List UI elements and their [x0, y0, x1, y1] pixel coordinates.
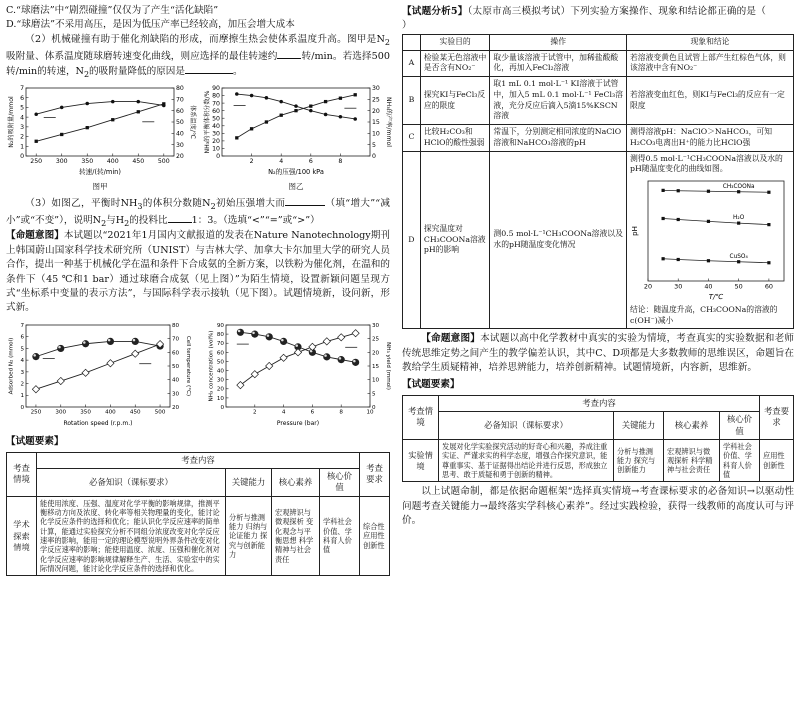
question-3: （3）如图乙，平衡时$NH_3$的体积分数随$N_2$初始压强增大而 （填“增大”“减小”或“不变”），说明$N_2$与$H_2$的投料比 1：3。（选填“<”“=”或“>”）: [6, 197, 390, 228]
row-key: B: [403, 77, 421, 125]
y-tick-label: 2: [20, 133, 24, 141]
requirements-table-left: [6, 452, 390, 577]
intent-label: 【命题意图】: [6, 230, 64, 242]
y-tick-label: 90: [216, 322, 224, 329]
data-point: [707, 220, 710, 223]
x-tick-label: 40: [704, 282, 713, 291]
data-point: [767, 261, 770, 264]
header-requirement: 考查要求: [760, 395, 794, 439]
data-point-highlight: [252, 331, 255, 334]
intent-paragraph-right: [402, 332, 794, 375]
x-tick-label: 2: [253, 409, 257, 416]
x-tick-label: 2: [249, 158, 254, 166]
y-tick-label: 0: [20, 153, 24, 161]
x-tick-label: 350: [80, 409, 91, 416]
data-point-highlight: [83, 341, 86, 344]
data-point: [737, 222, 740, 225]
plot-frame: [226, 325, 370, 407]
y2-tick-label: 20: [176, 153, 184, 161]
header-situation: 考查情境: [403, 395, 439, 439]
x-tick-label: 60: [764, 282, 773, 291]
data-point-series-2: [235, 136, 238, 139]
y2-axis-label: NH₃ yield (mmol): [385, 341, 391, 390]
row-result-bottom: 结论：随温度升高，CH₃COONa的溶液的c(OH⁻)减小: [630, 304, 778, 325]
q3-text-c: 初始压强增大而: [215, 197, 286, 209]
q3-text-b: 的体积分数随N: [142, 197, 211, 209]
option-c: C.“球磨法”中“剧烈碰撞”仅仅为了产生“活化缺陷”: [6, 5, 219, 16]
plot-frame: [26, 325, 170, 407]
data-point-highlight: [339, 357, 342, 360]
chart-d-svg: [206, 319, 390, 427]
row-operation: 取1 mL 0.1 mol·L⁻¹ KI溶液于试管中，加入5 mL 0.1 mol·L⁻¹ FeCl₃溶液，充分反应后滴入5滴15%KSCN溶液: [490, 77, 627, 125]
figure-english-a: [6, 319, 190, 432]
figure-caption-yi: 图乙: [288, 182, 304, 192]
y2-tick-label: 30: [372, 322, 380, 329]
y-tick-label: 20: [212, 138, 220, 146]
data-point-highlight: [353, 360, 356, 363]
figure-english-b: [206, 319, 390, 432]
chart-c-svg: [6, 319, 190, 427]
right-column: [402, 4, 794, 528]
y2-tick-label: 80: [176, 85, 184, 93]
y-tick-label: 1: [20, 143, 24, 151]
x-tick-label: 250: [30, 409, 42, 416]
row-result: 若溶液变血红色，则KI与FeCl₃的反应有一定限度: [627, 77, 794, 125]
data-point-series-2: [352, 329, 359, 336]
header-value: 核心价值: [320, 468, 360, 496]
y2-tick-label: 5: [372, 391, 376, 398]
x-tick-label: 6: [310, 409, 315, 416]
data-point-series-2: [60, 133, 63, 136]
x-tick-label: 10: [366, 409, 374, 416]
data-point: [737, 190, 740, 193]
x-axis-label: N₂的压强/100 kPa: [268, 167, 324, 176]
plot-frame: [648, 181, 784, 281]
y2-tick-label: 60: [172, 350, 180, 357]
data-point-series-2: [237, 381, 244, 388]
x-tick-label: 250: [30, 158, 43, 166]
q2-text-c: 转/min。若选择500转/min的转速，N: [6, 50, 390, 78]
data-point-series-1: [324, 113, 328, 117]
data-point-series-2: [280, 114, 283, 117]
table-row: [403, 151, 794, 329]
cell-ability: 分析与推测能力 探究与创新能力: [614, 439, 664, 481]
x-tick-label: 50: [734, 282, 743, 291]
header-ability: 关键能力: [614, 412, 664, 440]
data-point-series-2: [338, 333, 345, 340]
data-point-series-1: [309, 109, 313, 113]
data-point-highlight: [238, 330, 241, 333]
y-axis-label: pH: [631, 226, 639, 236]
left-column: [6, 4, 390, 576]
y2-tick-label: 20: [372, 107, 380, 115]
y-tick-label: 20: [216, 386, 224, 393]
row-key: A: [403, 50, 421, 77]
y-tick-label: 60: [212, 107, 220, 115]
chart-e-svg: [630, 175, 790, 301]
data-point-series-1: [34, 112, 38, 116]
y-tick-label: 6: [20, 94, 24, 102]
x-axis-label: 转速/(转/min): [79, 167, 121, 176]
answer-blank[interactable]: [285, 196, 325, 206]
cell-requirement: 应用性 创新性: [760, 439, 794, 481]
header-content: 考查内容: [439, 395, 760, 411]
answer-blank[interactable]: [766, 4, 794, 14]
x-tick-label: 450: [132, 158, 145, 166]
header-ability: 关键能力: [226, 468, 272, 496]
y2-tick-label: 10: [372, 377, 380, 384]
data-point: [767, 191, 770, 194]
data-point-series-1: [265, 96, 269, 100]
y-tick-label: 60: [216, 350, 224, 357]
data-point-series-1: [339, 115, 343, 119]
data-point-series-1: [279, 100, 283, 104]
analysis-label: 【试题分析5】: [402, 6, 468, 17]
y-tick-label: 80: [216, 331, 224, 338]
figure-yi: [202, 84, 390, 193]
y2-tick-label: 5: [372, 141, 376, 149]
y-tick-label: 2: [20, 381, 24, 388]
row-result: 测得溶液pH：NaClO＞NaHCO₃，可知H₂CO₃电离出H⁺的能力比HClO强: [627, 125, 794, 152]
y2-tick-label: 50: [176, 119, 184, 127]
analysis-text: （太原市高三模拟考试）下列实验方案操作、现象和结论都正确的是（: [467, 6, 766, 17]
data-point: [677, 218, 680, 221]
data-point-series-2: [309, 104, 312, 107]
data-point-highlight: [281, 339, 284, 342]
x-tick-label: 6: [308, 158, 313, 166]
data-point-series-2: [86, 126, 89, 129]
data-point-series-2: [250, 127, 253, 130]
y-tick-label: 50: [216, 359, 224, 366]
y-tick-label: 0: [20, 404, 24, 411]
data-point-series-2: [354, 93, 357, 96]
data-point-series-2: [107, 359, 114, 366]
y-axis-label: N₂的吸附量/mmol: [8, 96, 16, 148]
data-point-series-1: [353, 117, 357, 121]
y-tick-label: 5: [20, 346, 24, 353]
intent-text-right: 本试题以高中化学教材中真实的实验为情境，考查真实的实验数据和老师传统思维定势之间产生的教学偏差认识，其中C、D项都是大多数教师的思维误区，命题旨在教给学生质疑精神，培养思辨能力，培养创新精神。试题情境新，内容新，思维新。: [402, 333, 795, 374]
cell-value: 学科社会价值、学科育人价值: [720, 439, 760, 481]
y-axis-label: NH₃的平衡体积分数/%: [204, 90, 212, 154]
analysis-header: [402, 4, 794, 34]
header-requirement: 考查要求: [360, 452, 390, 496]
row-operation: 取少量该溶液于试管中，加稀盐酸酸化，再加入FeCl₂溶液: [490, 50, 627, 77]
intent-label-right: 【命题意图】: [421, 333, 481, 345]
y2-tick-label: 10: [372, 130, 380, 138]
y2-tick-label: 40: [176, 130, 184, 138]
data-point-series-1: [107, 338, 114, 345]
y2-tick-label: 20: [372, 350, 380, 357]
option-d: D.“球磨法”不采用高压，是因为低压产率已经较高，加压会增大成本: [6, 19, 295, 31]
data-point-series-1: [352, 359, 359, 366]
y-tick-label: 6: [20, 334, 24, 341]
figure-row-english: [6, 319, 390, 432]
data-point-series-1: [294, 104, 298, 108]
header-key: [403, 34, 421, 50]
data-point-series-1: [266, 333, 273, 340]
data-point-series-1: [85, 102, 89, 106]
y-axis-label: Adsorbed N₂ (mmol): [8, 337, 15, 395]
question-2: （2）机械碰撞有助于催化剂缺陷的形成，而摩擦生热会使体系温度升高。图甲是$N_2$吸附量、体系温度随球磨转速变化曲线，则应选择的最佳转速约 转/min。若选择500转/min的转速，$N_2$的吸附量降低的原因是 。: [6, 33, 390, 79]
y-tick-label: 4: [20, 357, 24, 364]
x-tick-label: 350: [81, 158, 94, 166]
data-point-series-2: [111, 118, 114, 121]
y-tick-label: 40: [216, 368, 224, 375]
y-tick-label: 50: [212, 115, 220, 123]
data-point-series-2: [162, 102, 165, 105]
cell-literacy: 宏观辨识与微观探析 科学精神与社会责任: [664, 439, 720, 481]
data-point-series-1: [235, 92, 239, 96]
header-value: 核心价值: [720, 412, 760, 440]
y2-tick-label: 20: [172, 404, 180, 411]
y2-tick-label: 30: [176, 141, 184, 149]
y2-axis-label: Cell temperature (°C): [185, 335, 191, 396]
y-tick-label: 0: [220, 404, 224, 411]
cell-situation: 学术探索情境: [7, 496, 37, 576]
data-point-series-2: [280, 354, 287, 361]
y-tick-label: 3: [20, 369, 24, 376]
y-tick-label: 70: [212, 100, 220, 108]
row-operation: 常温下，分别测定相同浓度的NaClO溶液和NaHCO₃溶液的pH: [490, 125, 627, 152]
x-tick-label: 450: [129, 409, 141, 416]
header-knowledge: 必备知识（课标要求）: [37, 468, 226, 496]
y2-tick-label: 40: [172, 377, 180, 384]
data-point: [662, 257, 665, 260]
row-result: [627, 151, 794, 329]
row-operation: 测0.5 mol·L⁻¹CH₃COONa溶液以及水的pH随温度变化情况: [490, 151, 627, 329]
data-point-highlight: [267, 334, 270, 337]
x-tick-label: 500: [154, 409, 166, 416]
q3-text-e: 与H: [106, 214, 125, 226]
data-point-highlight: [295, 344, 298, 347]
data-point-series-2: [294, 109, 297, 112]
series-label: CuSO₄: [729, 253, 748, 260]
data-point: [707, 190, 710, 193]
x-tick-label: 300: [55, 409, 67, 416]
answer-blank[interactable]: [168, 213, 192, 223]
data-point: [737, 260, 740, 263]
cell-literacy: 宏观辨识与微观探析 变化观念与平衡思想 科学精神与社会责任: [272, 496, 320, 576]
cell-knowledge: 发展对化学实验探究活动的好奇心和兴趣，养成注重实证、严谨求实的科学态度，增强合作探究意识，能尊重事实、基于证据得出结论并进行反思，形成独立思考、敢于质疑和勇于创新的精神。: [439, 439, 614, 481]
data-point-highlight: [324, 354, 327, 357]
y2-tick-label: 0: [372, 404, 376, 411]
data-point-series-1: [250, 94, 254, 98]
data-point-series-1: [251, 330, 258, 337]
y-tick-label: 90: [212, 85, 220, 93]
data-point-series-2: [265, 120, 268, 123]
q2-text-b: 吸附量、体系温度随球磨转速变化曲线，则应选择的最佳转速约: [6, 50, 278, 62]
data-point-highlight: [108, 339, 111, 342]
q3-text-a: （3）如图乙，平衡时NH: [25, 197, 138, 209]
data-point-series-1: [111, 100, 115, 104]
data-point-series-2: [137, 110, 140, 113]
y-tick-label: 1: [20, 393, 24, 400]
data-point: [677, 258, 680, 261]
table-row: [403, 77, 794, 125]
analysis-close: ）: [402, 20, 412, 32]
row-key: D: [403, 151, 421, 329]
row-purpose: 探究KI与FeCl₃反应的限度: [420, 77, 490, 125]
series-line-1: [36, 341, 160, 356]
figure-caption-jia: 图甲: [92, 182, 108, 192]
data-point-series-1: [32, 353, 39, 360]
q3-text-d: （填“增大”“减小”或“不变”），说明N: [6, 197, 390, 226]
data-point-highlight: [58, 346, 61, 349]
y2-axis-label: NH₃的产率/mmol: [385, 97, 392, 147]
y-axis-label: NH₃ concentration (vol%): [208, 330, 215, 402]
data-point: [662, 217, 665, 220]
cell-ability: 分析与推测能力 归纳与论证能力 探究与创新能力: [226, 496, 272, 576]
plot-frame: [222, 88, 370, 156]
row-result-top: 测得0.5 mol·L⁻¹CH₃COONa溶液以及水的pH随温度变化的曲线如图。: [630, 153, 783, 174]
data-point-series-2: [35, 140, 38, 143]
cell-requirement: 综合性 应用性 创新性: [360, 496, 390, 576]
x-tick-label: 8: [338, 158, 343, 166]
y-tick-label: 4: [20, 114, 24, 122]
data-point-series-1: [82, 340, 89, 347]
data-point: [767, 223, 770, 226]
intent-text: 本试题以“2021年1月国内文献报道的发表在Nature Nanotechnology期刊上韩国蔚山国家科学技术研究所（UNIST）与吉林大学、加拿大卡尔加里大学的研究人员合作，提出一种基于机械化学在温和条件下合成氨的全新方案，以铁粉为催化剂，在温和的条件下（45 ℃和1 bar）通过球磨合成氨（见上图）”为陌生情境，设置新颖问题呈现方式“坐标系中变量的表示方法”，与国际科学表示接轨（见下图）。试题情境新，设问新，形式新。: [6, 230, 391, 314]
y2-tick-label: 15: [372, 363, 380, 370]
y-tick-label: 7: [20, 85, 24, 93]
answer-blank[interactable]: [277, 49, 301, 59]
y-tick-label: 40: [212, 122, 220, 130]
data-point-series-2: [32, 385, 39, 392]
y-tick-label: 5: [20, 104, 24, 112]
x-axis-label: Rotation speed (r.p.m.): [63, 419, 133, 427]
figure-jia: [6, 84, 194, 193]
y2-tick-label: 70: [176, 96, 184, 104]
y2-tick-label: 30: [172, 391, 180, 398]
chart-a-svg: [6, 84, 194, 176]
closing-paragraph: 以上试题命制，都是依据命题框架“选择真实情境→考查课标要求的必备知识→以驱动性问题考查关键能力→最终落实学科核心素养”。经过实践检验，获得一线教师的高度认可与评价。: [402, 486, 794, 527]
y2-tick-label: 80: [172, 322, 180, 329]
y2-tick-label: 70: [172, 336, 180, 343]
table-row: [403, 50, 794, 77]
y2-tick-label: 0: [372, 153, 376, 161]
row-result: 若溶液变黄色且试管上部产生红棕色气体，则该溶液中含有NO₂⁻: [627, 50, 794, 77]
series-line-1: [36, 102, 164, 115]
x-axis-label: Pressure (bar): [276, 419, 320, 427]
cell-knowledge: 能使用浓度、压强、温度对化学平衡的影响规律，推测平衡移动方向及浓度、转化率等相关物理量的变化，能讨论化学反应条件的选择和优化；能认识化学反应速率的简单计算，能通过实验探究分析不同组分浓度改变对化学反应速率的影响，能用一定的理论模型说明外界条件改变对化学反应速率的影响；能使用温度、浓度、压强和催化剂对化学反应速率的影响规律解释生产、生活、实验室中的实际情况问题，能讨论化学反应条件的选择和优化。: [37, 496, 226, 576]
data-point-series-1: [137, 100, 141, 104]
y2-tick-label: 25: [372, 96, 380, 104]
q3-text-g: 1：3。（选填“<”“=”或“>”）: [191, 214, 320, 226]
y2-axis-label: 体系温度/℃: [189, 105, 196, 139]
data-point: [707, 259, 710, 262]
y-tick-label: 10: [212, 145, 220, 153]
requirements-table-right: [402, 395, 794, 482]
y-tick-label: 80: [212, 92, 220, 100]
y2-tick-label: 50: [172, 363, 180, 370]
data-point-series-1: [57, 345, 64, 352]
data-point-series-2: [251, 370, 258, 377]
x-tick-label: 20: [643, 282, 653, 291]
y2-tick-label: 60: [176, 107, 184, 115]
y2-tick-label: 30: [372, 85, 380, 93]
cell-value: 学科社会价值、学科育人价值: [320, 496, 360, 576]
figure-row-chinese: [6, 84, 390, 193]
x-tick-label: 300: [55, 158, 68, 166]
q2-text-d: 的吸附量降低的原因是: [89, 66, 185, 78]
y-tick-label: 10: [216, 395, 224, 402]
series-label: CH₃COONa: [722, 183, 755, 190]
header-literacy: 核心素养: [664, 412, 720, 440]
x-tick-label: 4: [281, 409, 286, 416]
y-tick-label: 30: [212, 130, 220, 138]
header-content: 考查内容: [37, 452, 360, 468]
y-tick-label: 3: [20, 124, 24, 132]
x-tick-label: 400: [106, 158, 119, 166]
chart-b-svg: [202, 84, 390, 176]
header-operation: 操作: [490, 34, 627, 50]
header-literacy: 核心素养: [272, 468, 320, 496]
q3-text-f: 的投料比: [129, 214, 168, 226]
data-point-series-2: [294, 349, 301, 356]
row-purpose: 探究温度对CH₃COONa溶液pH的影响: [420, 151, 490, 329]
answer-blank[interactable]: [185, 64, 233, 74]
header-result: 现象和结论: [627, 34, 794, 50]
data-point-series-2: [132, 350, 139, 357]
data-point-highlight: [33, 354, 36, 357]
data-point-series-2: [339, 97, 342, 100]
requirements-title-right: 【试题要素】: [402, 379, 460, 391]
row-purpose: 检验某无色溶液中是否含有NO₂⁻: [420, 50, 490, 77]
data-point-series-1: [323, 353, 330, 360]
data-point-highlight: [133, 339, 136, 342]
header-knowledge: 必备知识（课标要求）: [439, 412, 614, 440]
y-tick-label: 70: [216, 340, 224, 347]
y-tick-label: 7: [20, 322, 24, 329]
header-situation: 考查情境: [7, 452, 37, 496]
data-point-series-2: [309, 343, 316, 350]
q2-text-a: （2）机械碰撞有助于催化剂缺陷的形成，而摩擦生热会使体系温度升高。图甲是N: [25, 33, 385, 45]
y-tick-label: 30: [216, 377, 224, 384]
data-point-series-2: [57, 377, 64, 384]
x-axis-label: T/℃: [708, 293, 724, 302]
header-purpose: 实验目的: [420, 34, 490, 50]
intent-paragraph: [6, 229, 390, 315]
y2-tick-label: 15: [372, 119, 380, 127]
data-point-series-2: [324, 100, 327, 103]
data-point-series-2: [323, 338, 330, 345]
data-point-series-1: [280, 338, 287, 345]
table-row: [403, 125, 794, 152]
data-point-series-1: [60, 106, 64, 110]
y-tick-label: 0: [216, 153, 220, 161]
data-point-series-2: [266, 362, 273, 369]
data-point-series-1: [132, 338, 139, 345]
data-point: [677, 189, 680, 192]
x-tick-label: 4: [279, 158, 284, 166]
experiment-table: [402, 34, 794, 330]
x-tick-label: 500: [157, 158, 170, 166]
data-point-series-2: [82, 369, 89, 376]
cell-situation: 实验情境: [403, 439, 439, 481]
series-label: H₂O: [733, 215, 745, 222]
data-point-series-1: [338, 356, 345, 363]
requirements-title: 【试题要素】: [6, 436, 64, 448]
row-key: C: [403, 125, 421, 152]
x-tick-label: 8: [339, 409, 343, 416]
y2-tick-label: 25: [372, 336, 380, 343]
data-point-series-1: [237, 328, 244, 335]
x-tick-label: 30: [674, 282, 683, 291]
data-point: [662, 189, 665, 192]
x-tick-label: 400: [105, 409, 116, 416]
row-purpose: 比较H₂CO₃和HClO的酸性强弱: [420, 125, 490, 152]
